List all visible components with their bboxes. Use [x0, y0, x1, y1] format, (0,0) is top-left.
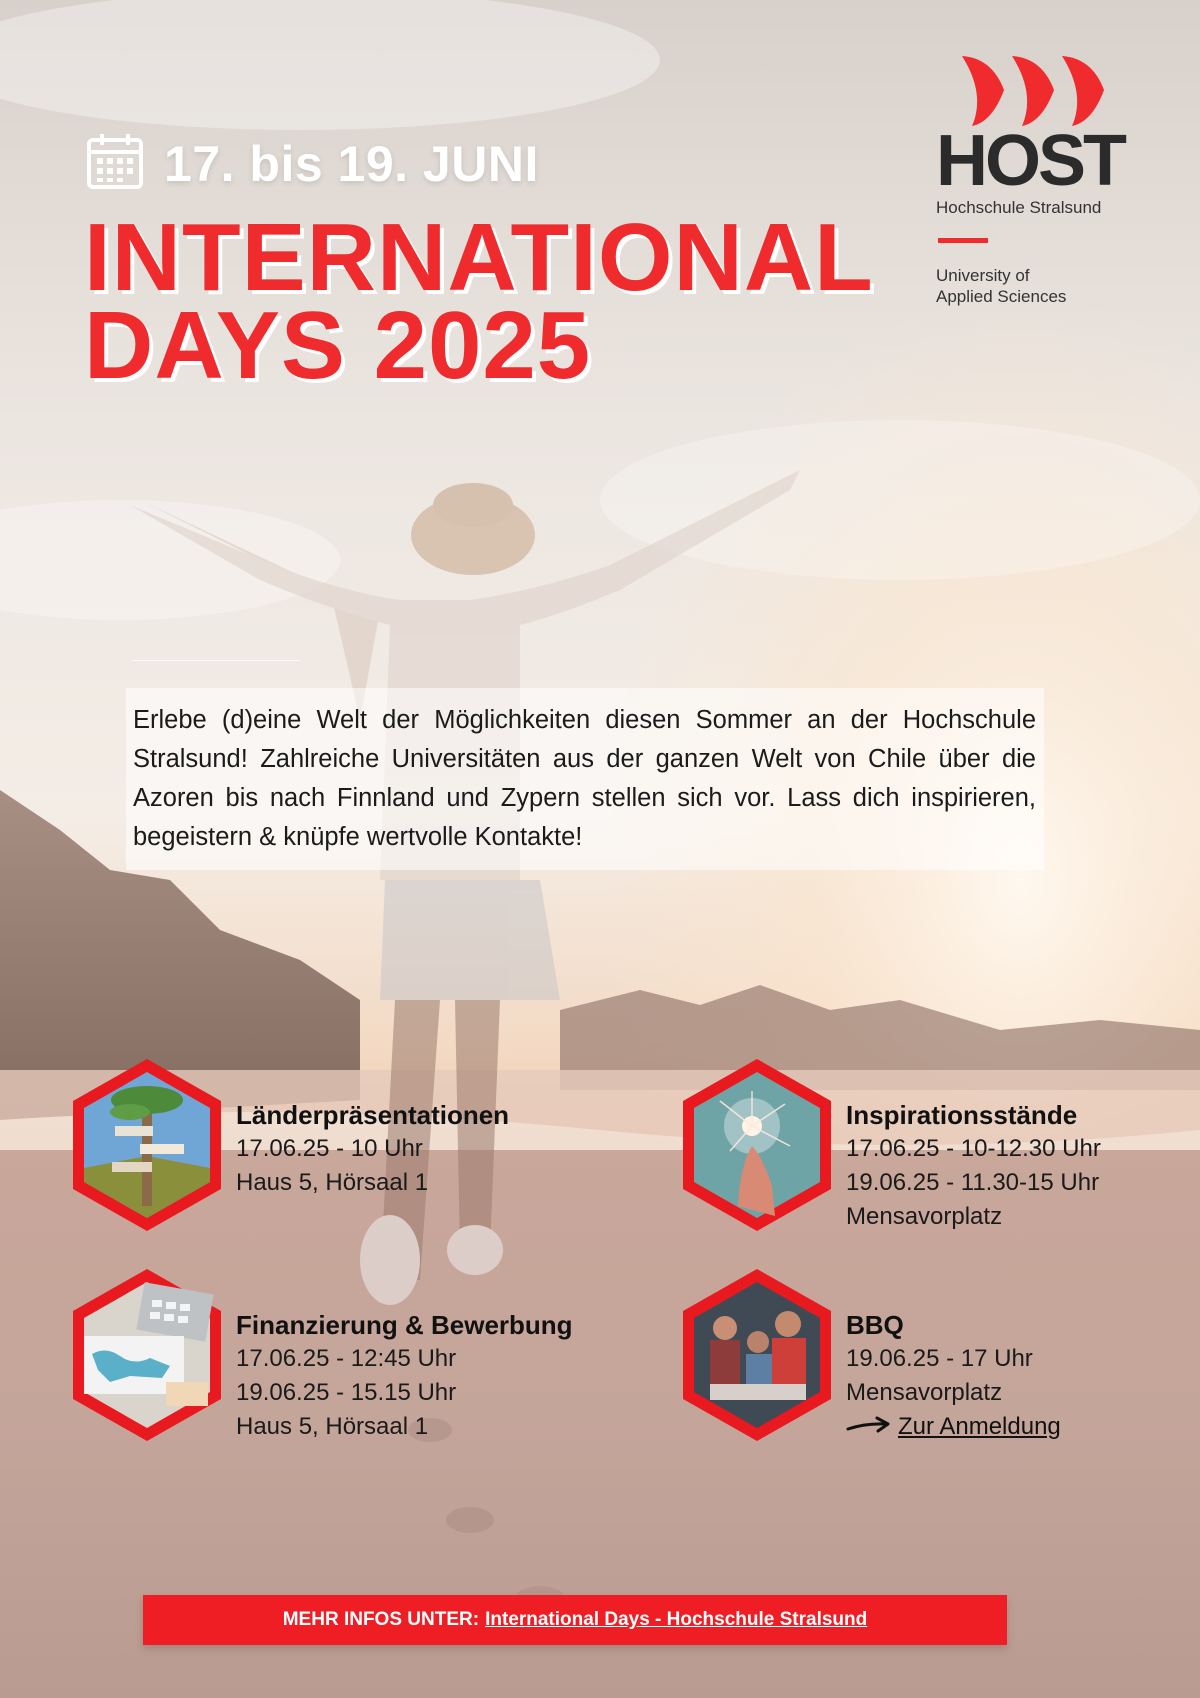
divider-line [132, 660, 300, 661]
event-date-time: 17.06.25 - 10 Uhr [236, 1135, 423, 1162]
logo-sails-icon [962, 54, 1128, 128]
event-location: Mensavorplatz [846, 1203, 1003, 1230]
event-date-time: 19.06.25 - 17 Uhr [846, 1345, 1033, 1372]
date-row [86, 132, 539, 195]
logo-divider [938, 238, 988, 243]
event-date-time: 17.06.25 - 12:45 Uhr [236, 1345, 457, 1372]
logo-university-line2: Applied Sciences [936, 287, 1067, 306]
calendar-icon [86, 132, 144, 195]
registration-link[interactable]: Zur Anmeldung [898, 1413, 1061, 1440]
event-title: Länderpräsentationen [236, 1100, 510, 1130]
registration-link-row [846, 1410, 1061, 1444]
event-finanzierung-image [70, 1266, 224, 1449]
event-title: Inspirationsstände [846, 1100, 1078, 1130]
event-title: Finanzierung & Bewerbung [236, 1310, 573, 1340]
info-banner [143, 1595, 1007, 1645]
banner-label: MEHR INFOS UNTER: [282, 1609, 480, 1630]
logo-wordmark: HOST [936, 121, 1125, 201]
event-location: Mensavorplatz [846, 1379, 1003, 1406]
event-bbq-image [680, 1266, 834, 1449]
event-date: 17. bis 19. JUNI [164, 135, 539, 192]
event-date-time: 19.06.25 - 15.15 Uhr [236, 1379, 457, 1406]
logo-university-line1: University of [936, 266, 1030, 285]
info-link[interactable]: International Days - Hochschule Stralsund [485, 1609, 868, 1630]
event-inspirationsstaende-image [680, 1056, 834, 1239]
event-inspirationsstaende [846, 1098, 1101, 1234]
event-laenderpraesentationen [236, 1098, 509, 1200]
event-bbq [846, 1308, 1061, 1444]
event-laenderpraesentationen-image [70, 1056, 224, 1239]
event-date-time: 17.06.25 - 10-12.30 Uhr [846, 1135, 1101, 1162]
page-title: INTERNATIONAL DAYS 2025 [84, 204, 874, 399]
intro-text: Erlebe (d)eine Welt der Möglichkeiten diesen Sommer an der Hochschule Stralsund! Zahlreiche Universitäten aus der ganzen Welt von Chile über die Azoren bis nach Finnland und Zypern stellen sich vor. Lass dich inspirieren, begeistern & knüpfe wertvolle Kontakte! [133, 706, 1036, 851]
logo-subtitle: Hochschule Stralsund [936, 198, 1102, 217]
arrow-right-icon [846, 1415, 892, 1440]
event-location: Haus 5, Hörsaal 1 [236, 1413, 429, 1440]
event-title: BBQ [846, 1310, 904, 1340]
host-logo [936, 54, 1136, 307]
intro-box [126, 688, 1044, 870]
event-location: Haus 5, Hörsaal 1 [236, 1169, 429, 1196]
event-finanzierung [236, 1308, 573, 1444]
event-date-time: 19.06.25 - 11.30-15 Uhr [846, 1169, 1100, 1196]
